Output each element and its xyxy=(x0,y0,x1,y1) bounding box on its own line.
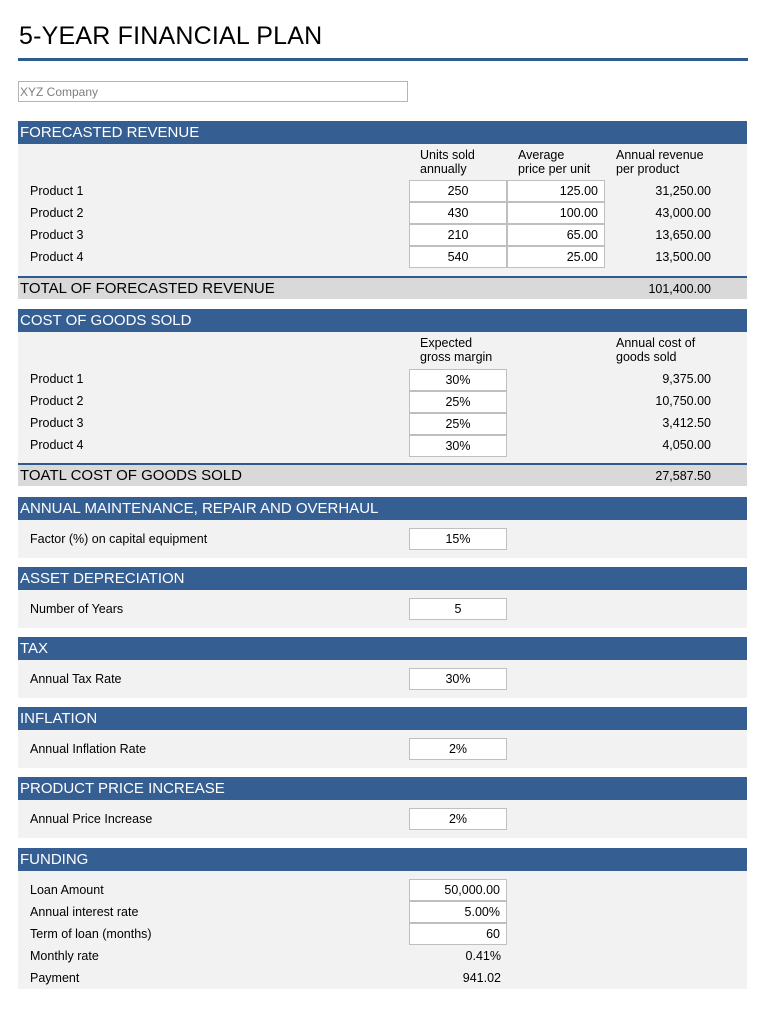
price-increase-input[interactable]: 2% xyxy=(409,808,507,830)
price-increase-panel xyxy=(18,800,747,838)
revenue-row-label: Product 1 xyxy=(30,184,84,198)
margin-input[interactable]: 30% xyxy=(409,369,507,391)
cogs-row-label: Product 2 xyxy=(30,394,84,408)
cogs-value: 3,412.50 xyxy=(662,416,711,430)
revenue-value: 43,000.00 xyxy=(655,206,711,220)
interest-rate-input[interactable]: 5.00% xyxy=(409,901,507,923)
maintenance-panel xyxy=(18,520,747,558)
monthly-rate-label: Monthly rate xyxy=(30,949,99,963)
cogs-row-label: Product 3 xyxy=(30,416,84,430)
section-header-funding: FUNDING xyxy=(18,848,747,871)
cogs-value: 9,375.00 xyxy=(662,372,711,386)
price-input[interactable]: 100.00 xyxy=(507,202,605,224)
cogs-total-value: 27,587.50 xyxy=(655,469,711,483)
inflation-panel xyxy=(18,730,747,768)
interest-rate-label: Annual interest rate xyxy=(30,905,139,919)
price-input[interactable]: 125.00 xyxy=(507,180,605,202)
loan-term-input[interactable]: 60 xyxy=(409,923,507,945)
revenue-row-label: Product 3 xyxy=(30,228,84,242)
section-header-revenue: FORECASTED REVENUE xyxy=(18,121,747,144)
margin-input[interactable]: 25% xyxy=(409,413,507,435)
company-name-input[interactable]: XYZ Company xyxy=(18,81,408,102)
inflation-label: Annual Inflation Rate xyxy=(30,742,147,756)
maintenance-label: Factor (%) on capital equipment xyxy=(30,532,208,546)
revenue-value: 13,650.00 xyxy=(655,228,711,242)
units-input[interactable]: 540 xyxy=(409,246,507,268)
col-header-margin: Expected gross margin xyxy=(420,336,493,364)
section-header-price-increase: PRODUCT PRICE INCREASE xyxy=(18,777,747,800)
margin-input[interactable]: 25% xyxy=(409,391,507,413)
revenue-total-label: TOTAL OF FORECASTED REVENUE xyxy=(20,280,275,297)
units-input[interactable]: 210 xyxy=(409,224,507,246)
loan-term-label: Term of loan (months) xyxy=(30,927,152,941)
section-header-depreciation: ASSET DEPRECIATION xyxy=(18,567,747,590)
revenue-row-label: Product 4 xyxy=(30,250,84,264)
cogs-value: 10,750.00 xyxy=(655,394,711,408)
revenue-total-value: 101,400.00 xyxy=(648,282,711,296)
price-increase-label: Annual Price Increase xyxy=(30,812,153,826)
tax-panel xyxy=(18,660,747,698)
depreciation-years-input[interactable]: 5 xyxy=(409,598,507,620)
cogs-row-label: Product 4 xyxy=(30,438,84,452)
payment-value: 941.02 xyxy=(462,971,501,985)
col-header-price: Average price per unit xyxy=(518,148,591,176)
depreciation-label: Number of Years xyxy=(30,602,124,616)
section-header-inflation: INFLATION xyxy=(18,707,747,730)
tax-rate-input[interactable]: 30% xyxy=(409,668,507,690)
col-header-units: Units sold annually xyxy=(420,148,475,176)
funding-panel xyxy=(18,871,747,989)
cogs-panel xyxy=(18,332,747,463)
margin-input[interactable]: 30% xyxy=(409,435,507,457)
revenue-row-label: Product 2 xyxy=(30,206,84,220)
inflation-rate-input[interactable]: 2% xyxy=(409,738,507,760)
price-input[interactable]: 25.00 xyxy=(507,246,605,268)
page-title: 5-YEAR FINANCIAL PLAN xyxy=(19,22,323,50)
cogs-total-label: TOATL COST OF GOODS SOLD xyxy=(20,467,242,484)
cogs-row-label: Product 1 xyxy=(30,372,84,386)
units-input[interactable]: 430 xyxy=(409,202,507,224)
monthly-rate-value: 0.41% xyxy=(465,949,501,963)
section-header-cogs: COST OF GOODS SOLD xyxy=(18,309,747,332)
cogs-value: 4,050.00 xyxy=(662,438,711,452)
section-header-maintenance: ANNUAL MAINTENANCE, REPAIR AND OVERHAUL xyxy=(18,497,747,520)
units-input[interactable]: 250 xyxy=(409,180,507,202)
tax-label: Annual Tax Rate xyxy=(30,672,122,686)
col-header-revenue: Annual revenue per product xyxy=(616,148,704,176)
depreciation-panel xyxy=(18,590,747,628)
revenue-panel xyxy=(18,144,747,276)
price-input[interactable]: 65.00 xyxy=(507,224,605,246)
revenue-total-row xyxy=(18,276,747,299)
title-underline xyxy=(18,58,748,61)
loan-amount-input[interactable]: 50,000.00 xyxy=(409,879,507,901)
loan-amount-label: Loan Amount xyxy=(30,883,104,897)
payment-label: Payment xyxy=(30,971,80,985)
cogs-total-row xyxy=(18,463,747,486)
revenue-value: 31,250.00 xyxy=(655,184,711,198)
section-header-tax: TAX xyxy=(18,637,747,660)
col-header-cost: Annual cost of goods sold xyxy=(616,336,696,364)
maintenance-factor-input[interactable]: 15% xyxy=(409,528,507,550)
revenue-value: 13,500.00 xyxy=(655,250,711,264)
